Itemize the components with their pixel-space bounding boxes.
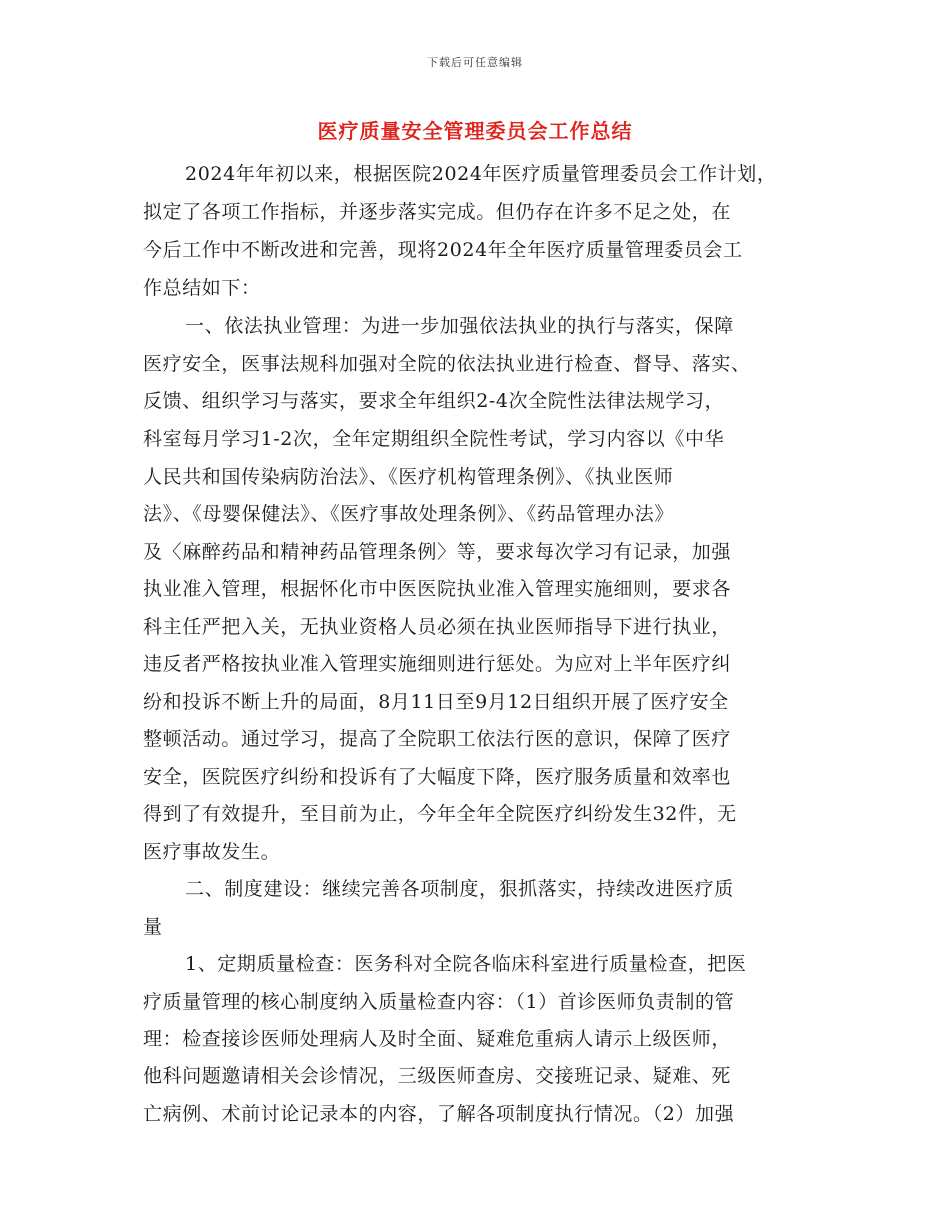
- paragraph-line: 2024年年初以来，根据医院2024年医疗质量管理委员会工作计划，: [185, 163, 777, 185]
- paragraph-line: 今后工作中不断改进和完善，现将2024年全年医疗质量管理委员会工: [143, 239, 743, 261]
- header-note: 下载后可任意编辑: [427, 56, 523, 69]
- paragraph-line: 法》、《母婴保健法》、《医疗事故处理条例》、《药品管理办法》: [143, 503, 675, 525]
- paragraph-line: 科室每月学习1-2次，全年定期组织全院性考试，学习内容以《中华: [143, 428, 725, 450]
- paragraph-line: 人民共和国传染病防治法》、《医疗机构管理条例》、《执业医师: [143, 466, 674, 488]
- paragraph-line: 得到了有效提升，至目前为止，今年全年全院医疗纠纷发生32件，无: [143, 803, 737, 825]
- paragraph-line: 及〈麻醉药品和精神药品管理条例〉等，要求每次学习有记录，加强: [143, 541, 732, 563]
- paragraph-line: 理：检查接诊医师处理病人及时全面、疑难危重病人请示上级医师，: [143, 1028, 732, 1050]
- paragraph-line: 整顿活动。通过学习，提高了全院职工依法行医的意识，保障了医疗: [143, 728, 732, 750]
- paragraph-line: 作总结如下：: [143, 277, 261, 299]
- paragraph-line: 科主任严把入关，无执业资格人员必须在执业医师指导下进行执业，: [143, 616, 732, 638]
- paragraph-line: 量: [143, 916, 163, 938]
- paragraph-line: 纷和投诉不断上升的局面，8月11日至9月12日组织开展了医疗安全: [143, 691, 729, 713]
- paragraph-line: 反馈、组织学习与落实，要求全年组织2-4次全院性法律法规学习，: [143, 390, 725, 412]
- paragraph-line: 1、定期质量检查：医务科对全院各临床科室进行质量检查，把医: [185, 953, 747, 975]
- paragraph-line: 他科问题邀请相关会诊情况，三级医师查房、交接班记录、疑难、死: [143, 1065, 732, 1087]
- paragraph-line: 违反者严格按执业准入管理实施细则进行惩处。为应对上半年医疗纠: [143, 653, 732, 675]
- paragraph-line: 一、依法执业管理：为进一步加强依法执业的执行与落实，保障: [185, 315, 734, 337]
- paragraph-line: 亡病例、术前讨论记录本的内容，了解各项制度执行情况。（2）加强: [143, 1103, 735, 1125]
- paragraph-line: 医疗事故发生。: [143, 841, 281, 863]
- paragraph-line: 二、制度建设：继续完善各项制度，狠抓落实，持续改进医疗质: [185, 878, 734, 900]
- document-title: 医疗质量安全管理委员会工作总结: [317, 119, 633, 143]
- paragraph-line: 医疗安全，医事法规科加强对全院的依法执业进行检查、督导、落实、: [143, 353, 751, 375]
- paragraph-line: 执业准入管理，根据怀化市中医医院执业准入管理实施细则，要求各: [143, 578, 732, 600]
- paragraph-line: 疗质量管理的核心制度纳入质量检查内容：（1）首诊医师负责制的管: [143, 991, 735, 1013]
- paragraph-line: 拟定了各项工作指标，并逐步落实完成。但仍存在许多不足之处，在: [143, 201, 732, 223]
- paragraph-line: 安全，医院医疗纠纷和投诉有了大幅度下降，医疗服务质量和效率也: [143, 766, 732, 788]
